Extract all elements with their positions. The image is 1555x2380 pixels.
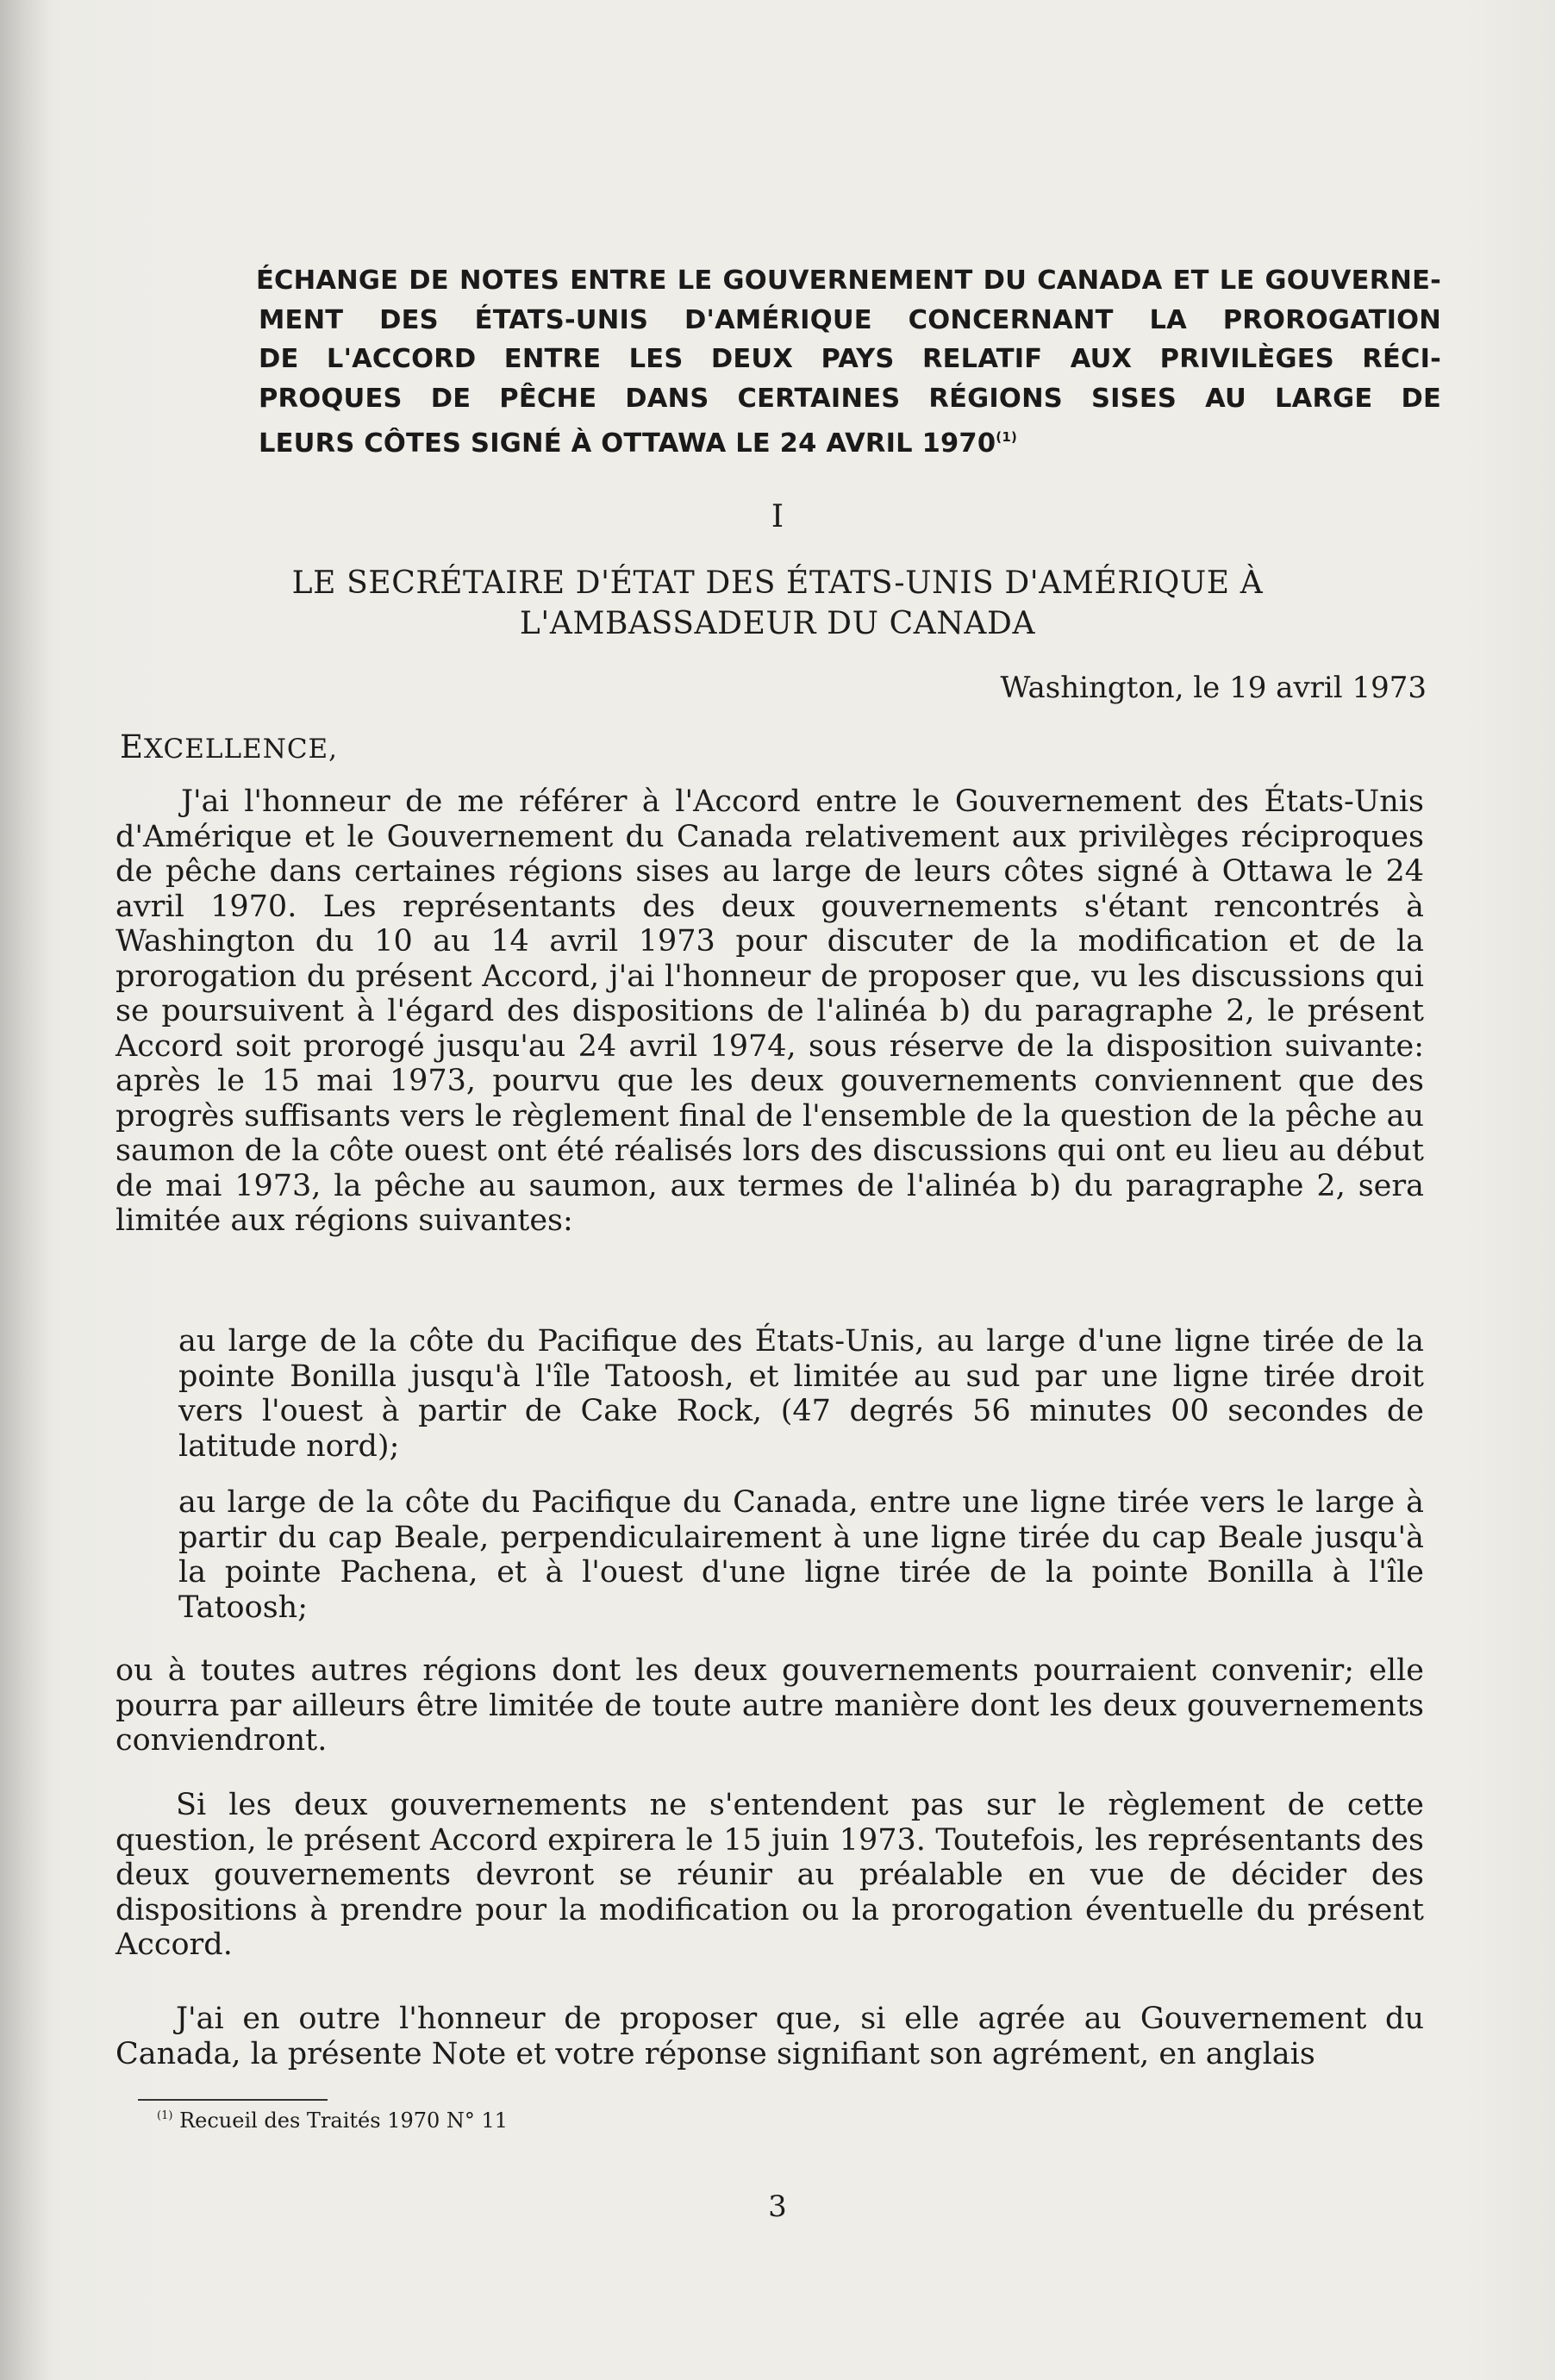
paragraph-1-text: J'ai l'honneur de me référer à l'Accord entre le Gouvernement des États-Unis d'Amérique et le Gouvernement du Canada relativement aux privilèges réciproques de pêche dans certaines régions sises au large de leurs côtes signé à Ottawa le 24 avril 1970. Les représentants des deux gouvernements s'étant rencontrés à Washington du 10 au 14 avril 1973 pour discuter de la modification et de la prorogation du présent Accord, j'ai l'honneur de proposer que, vu les discussions qui se poursuivent à l'égard des dispositions de l'alinéa b) du paragraphe 2, le présent Accord soit prorogé jusqu'au 24 avril 1974, sous réserve de la disposition suivante: après le 15 mai 1973, pourvu que les deux gouvernements conviennent que des progrès suffisants vers le règlement final de l'ensemble de la question de la pêche au saumon de la côte ouest ont été réalisés lors des discussions qui ont eu lieu au début de mai 1973, la pêche au saumon, aux termes de l'alinéa b) du paragraphe 2, sera limitée aux régions suivantes: (116, 784, 1424, 1238)
paragraph-3-text: au large de la côte du Pacifique du Canada, entre une ligne tirée vers le large à partir du cap Beale, perpendiculairement à une ligne tirée du cap Beale jusqu'à la pointe Pachena, et à l'ouest d'une ligne tirée de la pointe Bonilla à l'île Tatoosh; (178, 1485, 1424, 1625)
header-line-3: DE L'ACCORD ENTRE LES DEUX PAYS RELATIF AUX PRIVILÈGES RÉCI- (259, 344, 1441, 374)
letter-title (0, 563, 1555, 644)
header-line-5-text: LEURS CÔTES SIGNÉ À OTTAWA LE 24 AVRIL 1970 (259, 428, 996, 459)
paragraph-6 (116, 2002, 1424, 2071)
salutation-initial: E (120, 728, 145, 765)
paragraph-4 (116, 1653, 1424, 1758)
letter-title-line-2: L'AMBASSADEUR DU CANADA (519, 606, 1036, 641)
letter-title-line-1: LE SECRÉTAIRE D'ÉTAT DES ÉTATS-UNIS D'AMÉRIQUE À (291, 565, 1264, 601)
footnote-marker: (1) (157, 2109, 173, 2122)
footnote-text: Recueil des Traités 1970 N° 11 (179, 2108, 509, 2133)
header-footnote-ref: (1) (996, 429, 1018, 445)
salutation (120, 728, 338, 765)
header-line-4: PROQUES DE PÊCHE DANS CERTAINES RÉGIONS SISES AU LARGE DE (259, 383, 1441, 414)
salutation-rest: XCELLENCE, (144, 734, 339, 765)
binding-shadow (0, 0, 52, 2380)
footnote (157, 2101, 508, 2136)
section-number: I (771, 499, 784, 534)
paragraph-5-text: Si les deux gouvernements ne s'entendent pas sur le règlement de cette question, le présent Accord expirera le 15 juin 1973. Toutefois, les représentants des deux gouvernements devront se réunir au préalable en vue de décider des dispositions à prendre pour la modification ou la prorogation éventuelle du présent Accord. (116, 1788, 1424, 1962)
place-date: Washington, le 19 avril 1973 (1000, 671, 1427, 705)
paragraph-1 (116, 784, 1424, 1239)
header-line-2: MENT DES ÉTATS-UNIS D'AMÉRIQUE CONCERNANT LA PROROGATION (259, 304, 1441, 335)
paragraph-5 (116, 1788, 1424, 1963)
paragraph-6-text: J'ai en outre l'honneur de proposer que, si elle agrée au Gouvernement du Canada, la présente Note et votre réponse signifiant son agrément, en anglais (116, 2002, 1424, 2071)
paragraph-2-indented (178, 1324, 1424, 1464)
paragraph-2-text: au large de la côte du Pacifique des États-Unis, au large d'une ligne tirée de la pointe Bonilla jusqu'à l'île Tatoosh, et limitée au sud par une ligne tirée droit vers l'ouest à partir de Cake Rock, (47 degrés 56 minutes 00 secondes de latitude nord); (178, 1324, 1424, 1464)
header-line-1: ÉCHANGE DE NOTES ENTRE LE GOUVERNEMENT DU CANADA ET LE GOUVERNE- (256, 265, 1441, 296)
document-header (256, 261, 1441, 464)
paragraph-4-text: ou à toutes autres régions dont les deux gouvernements pourraient convenir; elle pourra par ailleurs être limitée de toute autre manière dont les deux gouvernements conviendront. (116, 1653, 1424, 1758)
header-line-5 (259, 418, 1441, 464)
page-number: 3 (768, 2189, 787, 2224)
paragraph-3-indented (178, 1485, 1424, 1625)
